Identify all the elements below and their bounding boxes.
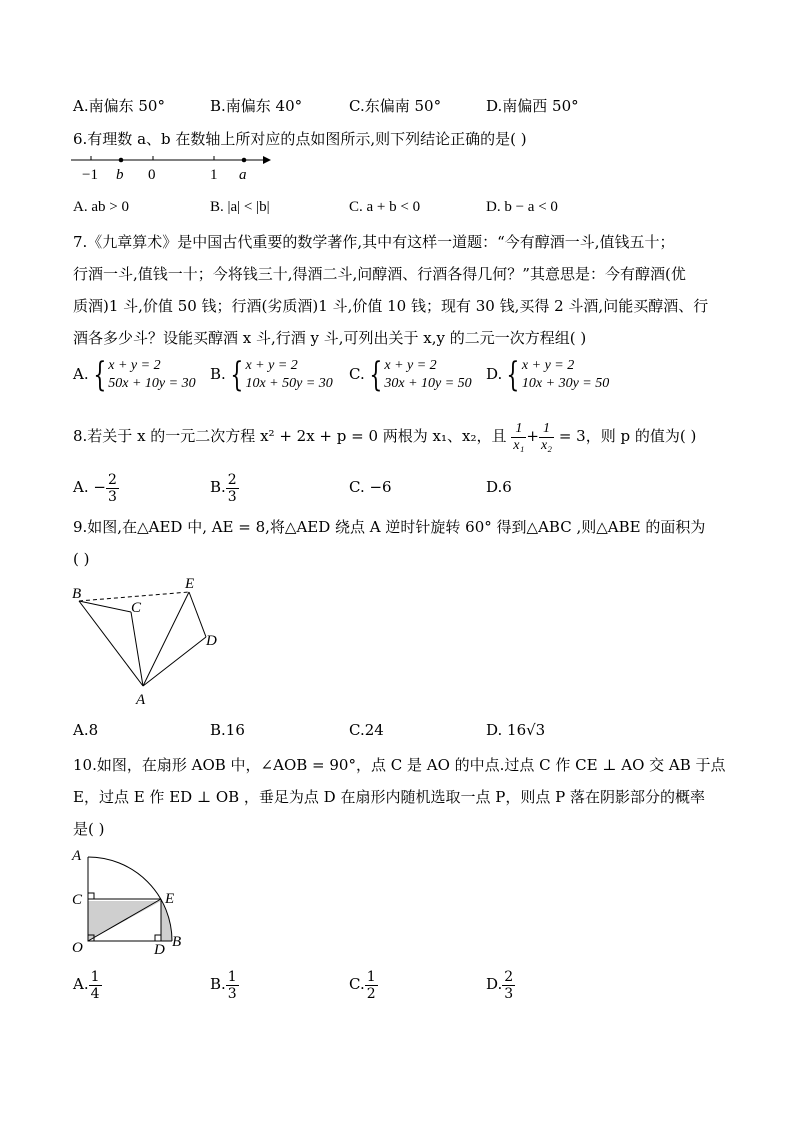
q9-label-d: D [206, 633, 217, 649]
q7-line-3: 质酒)1 斗,价值 50 钱；行酒(劣质酒)1 斗,价值 10 钱；现有 30 钱,买得 2 斗酒,问能买醇酒、行 [73, 297, 709, 315]
q10-line-1: 10.如图，在扇形 AOB 中，∠AOB = 90°，点 C 是 AO 的中点.过点 C 作 CE ⊥ AO 交 AB 于点 [73, 756, 726, 774]
q8-fraction-2-den: x₂ [540, 437, 553, 453]
q10-option-b-den: 3 [227, 985, 237, 1002]
q10-option-a-label: A. [73, 975, 89, 993]
q10-option-c[interactable] [349, 964, 378, 1004]
q9-line-1: 9.如图,在△AED 中, AE = 8,将△AED 绕点 A 逆时针旋转 60° 得到△ABC ,则△ABE 的面积为 [73, 518, 706, 536]
q9-label-a: A [136, 692, 146, 708]
q10-option-d-fraction [502, 969, 515, 1002]
tick-label-a: a [239, 167, 247, 183]
q9-line-2: ( ) [73, 550, 90, 568]
brace-icon: { [92, 355, 106, 395]
q10-line-2: E，过点 E 作 ED ⊥ OB ，垂足为点 D 在扇形内随机选取一点 P，则点 P 落在阴影部分的概率 [73, 788, 705, 806]
q5-option-c[interactable]: C.东偏南 50° [349, 97, 442, 115]
number-line-figure [68, 150, 273, 186]
q7-option-c-eq1: x + y = 2 [384, 358, 437, 373]
q10-option-b[interactable] [210, 964, 239, 1004]
q7-option-a-label: A. [73, 365, 89, 383]
q8-fraction-2 [539, 421, 554, 454]
point-b [119, 158, 124, 163]
q10-option-d-label: D. [486, 975, 503, 993]
q8-option-d[interactable]: D.6 [486, 478, 512, 496]
brace-icon: { [230, 355, 244, 395]
q9-label-c: C [131, 600, 142, 616]
q10-label-o: O [72, 940, 83, 956]
q8-fraction-1 [511, 421, 526, 454]
brace-icon: { [369, 355, 383, 395]
q7-option-d[interactable] [486, 357, 609, 393]
q7-option-d-eq2: 10x + 30y = 50 [521, 376, 610, 391]
q8-option-b-label: B. [210, 478, 226, 496]
q10-option-b-num: 1 [227, 968, 237, 985]
q8-fraction-1-den: x₁ [513, 437, 525, 453]
q9-option-b[interactable]: B.16 [210, 721, 245, 739]
q10-option-c-label: C. [349, 975, 365, 993]
q7-option-b-label: B. [210, 365, 226, 383]
q6-option-d[interactable]: D. b − a < 0 [486, 199, 558, 215]
q7-option-b[interactable] [210, 357, 333, 393]
q7-line-1: 7.《九章算术》是中国古代重要的数学著作,其中有这样一道题：“今有醇酒一斗,值钱五十； [73, 233, 675, 251]
q10-option-b-fraction [226, 969, 239, 1002]
q10-option-a[interactable] [73, 964, 102, 1004]
q8-option-b[interactable] [210, 467, 239, 507]
tick-label-1: 1 [210, 167, 218, 183]
q10-option-a-fraction [89, 969, 102, 1002]
brace-icon: { [506, 355, 520, 395]
q8-option-b-den: 3 [227, 488, 237, 505]
q5-option-d[interactable]: D.南偏西 50° [486, 97, 579, 115]
q7-option-a[interactable] [73, 357, 196, 393]
tick-label-neg1: −1 [82, 167, 98, 183]
q10-shaded-region-2 [161, 901, 172, 941]
q5-option-a[interactable]: A.南偏东 50° [73, 97, 165, 115]
q10-option-d-den: 3 [504, 985, 514, 1002]
q10-option-c-num: 1 [366, 968, 376, 985]
q8-fraction-1-num: 1 [511, 421, 526, 438]
q6-option-b[interactable]: B. |a| < |b| [210, 199, 270, 215]
q7-option-d-label: D. [486, 365, 503, 383]
q9-label-b: B [72, 586, 82, 602]
q8-option-b-fraction [226, 472, 239, 505]
q5-option-b[interactable]: B.南偏东 40° [210, 97, 303, 115]
q8-fraction-2-num: 1 [539, 421, 554, 438]
q8-option-b-num: 2 [227, 471, 237, 488]
q7-option-c[interactable] [349, 357, 472, 393]
q7-option-b-eq2: 10x + 50y = 30 [245, 376, 333, 391]
q7-option-c-label: C. [349, 365, 365, 383]
q10-line-3: 是( ) [73, 820, 105, 838]
q9-rotation-figure [66, 574, 226, 710]
q8-option-c[interactable]: C. −6 [349, 478, 392, 496]
q8-stem [73, 418, 696, 454]
q9-label-e: E [185, 576, 195, 592]
q7-option-b-eq1: x + y = 2 [245, 358, 298, 373]
q8-option-a[interactable] [73, 467, 119, 507]
q10-sector-figure [66, 840, 196, 958]
point-a [242, 158, 247, 163]
q7-option-c-eq2: 30x + 10y = 50 [384, 376, 472, 391]
q10-option-d-num: 2 [504, 968, 514, 985]
q8-option-a-fraction [106, 472, 119, 505]
q6-option-a[interactable]: A. ab > 0 [73, 199, 129, 215]
q10-option-c-fraction [365, 969, 378, 1002]
q10-option-c-den: 2 [366, 985, 376, 1002]
q10-option-b-label: B. [210, 975, 226, 993]
q10-option-a-num: 1 [90, 968, 100, 985]
q7-line-2: 行酒一斗,值钱一十；今将钱三十,得酒二斗,问醇酒、行酒各得几何？”其意思是：今有醇酒(优 [73, 265, 686, 283]
q8-stem-part-b: = 3，则 p 的值为( ) [558, 427, 697, 445]
q7-option-a-eq2: 50x + 10y = 30 [108, 376, 196, 391]
q8-option-a-label: A. − [73, 478, 106, 496]
q8-option-a-den: 3 [107, 488, 117, 505]
q8-stem-part-a: 8.若关于 x 的一元二次方程 x² + 2x + p = 0 两根为 x₁、x₂，且 [73, 427, 507, 445]
tick-label-0: 0 [148, 167, 156, 183]
q10-label-d: D [154, 942, 165, 958]
q9-option-c[interactable]: C.24 [349, 721, 384, 739]
q7-option-a-eq1: x + y = 2 [108, 358, 161, 373]
q10-label-c: C [72, 892, 83, 908]
q8-plus: + [526, 427, 539, 445]
q10-option-a-den: 4 [90, 985, 100, 1002]
q7-line-4: 酒各多少斗？设能买醇酒 x 斗,行酒 y 斗,可列出关于 x,y 的二元一次方程组( ) [73, 329, 587, 347]
tick-label-b: b [116, 167, 124, 183]
q10-label-a: A [72, 848, 82, 864]
q10-label-e: E [165, 891, 175, 907]
q10-label-b: B [172, 934, 182, 950]
q9-option-a[interactable]: A.8 [73, 721, 99, 739]
q9-option-d[interactable]: D. 16√3 [486, 721, 546, 739]
q7-option-d-eq1: x + y = 2 [521, 358, 575, 373]
q6-option-c[interactable]: C. a + b < 0 [349, 199, 421, 215]
q10-option-d[interactable] [486, 964, 515, 1004]
q8-option-a-num: 2 [107, 471, 117, 488]
q6-stem: 6.有理数 a、b 在数轴上所对应的点如图所示,则下列结论正确的是( ) [73, 130, 527, 148]
